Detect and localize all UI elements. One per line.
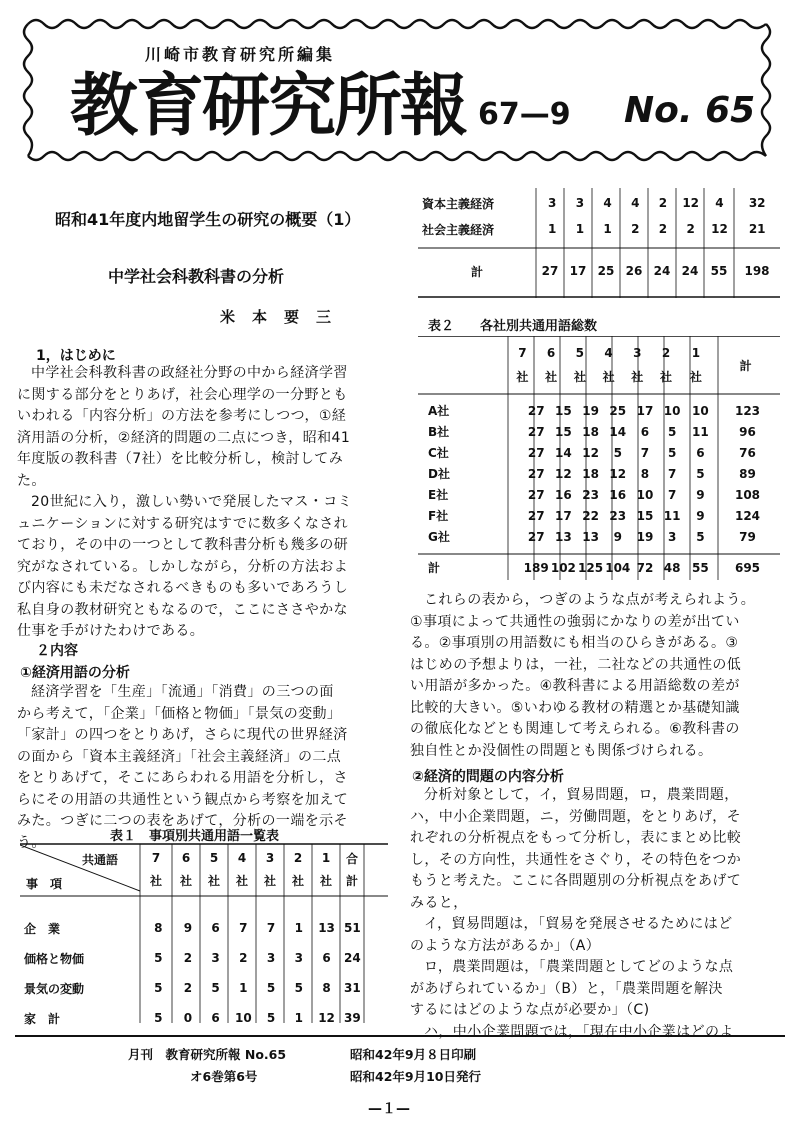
table2-col-top: 2 xyxy=(661,346,671,360)
cell: 5 xyxy=(696,529,705,544)
cell: 11 xyxy=(663,508,681,523)
table1-col-top: 合 xyxy=(345,851,358,866)
cell: 124 xyxy=(734,508,761,523)
cell: 5 xyxy=(667,424,677,439)
cell: 27 xyxy=(527,508,545,523)
cell: 55 xyxy=(710,264,728,278)
page-number: —１— xyxy=(368,1101,410,1117)
cell: 26 xyxy=(625,264,643,278)
problems-paragraph xyxy=(410,785,785,1043)
cell: 5 xyxy=(154,981,163,995)
cell: 10 xyxy=(692,403,709,418)
table-row xyxy=(418,190,780,216)
text-line: 20世紀に入り，激しい勢いで発展したマス・コミ xyxy=(31,494,353,510)
text-line: ①事項によって共通性の強弱にかなりの差が出てい xyxy=(410,613,740,630)
table2-col-top: 7 xyxy=(518,346,527,360)
text-line: のような方法があるか」（A） xyxy=(410,937,601,954)
author: 米本要三 xyxy=(220,308,349,326)
cell: 6 xyxy=(322,951,331,965)
table2-col-bottom: 社 xyxy=(660,369,673,384)
cell: 25 xyxy=(609,403,627,418)
cell: 3 xyxy=(575,196,585,210)
table1-total-row xyxy=(418,258,780,284)
table-row xyxy=(418,557,780,578)
results-paragraph xyxy=(410,590,785,762)
table2-col-bottom: 社 xyxy=(631,369,644,384)
cell: 15 xyxy=(636,508,654,523)
cell: 0 xyxy=(183,1011,193,1025)
cell: 89 xyxy=(739,466,756,481)
table2-col-bottom: 社 xyxy=(545,369,558,384)
cell: 125 xyxy=(578,560,604,575)
cell: 24 xyxy=(344,951,361,965)
cell: 7 xyxy=(667,466,677,481)
cell: 7 xyxy=(640,445,650,460)
table1-col-bottom: 社 xyxy=(319,873,332,888)
cell: 10 xyxy=(235,1011,252,1025)
text-line: い用語が多かった。④教科書による用語総数の差が xyxy=(410,678,740,694)
cell: 1 xyxy=(548,222,557,236)
cell: 2 xyxy=(183,951,193,965)
table2-col-bottom: 社 xyxy=(516,369,529,384)
text-line: らにその用語の共通性という観点から考察を加えて xyxy=(17,791,349,808)
cell: 27 xyxy=(527,445,545,460)
cell: 189 xyxy=(523,560,549,575)
text-line: をとりあげて，そこにあらわれる用語を分析し，さ xyxy=(17,770,348,786)
intro-heading: 1，はじめに xyxy=(36,348,116,364)
cell: 5 xyxy=(667,445,677,460)
text-line: ハ，中小企業問題，ニ，労働問題，をとりあげ，そ xyxy=(410,808,742,825)
cell: 9 xyxy=(613,529,622,544)
econ-problems-heading: ②経済的問題の内容分析 xyxy=(412,769,564,785)
table1-col-bottom: 計 xyxy=(345,873,358,888)
cell: 104 xyxy=(605,560,631,575)
article-subtitle: 中学社会科教科書の分析 xyxy=(108,267,285,286)
row-label: 景気の変動 xyxy=(24,981,85,996)
table1-body xyxy=(20,913,388,1033)
cell: 5 xyxy=(266,981,276,995)
row-label: 資本主義経済 xyxy=(422,196,495,211)
table1-col-top: 7 xyxy=(151,851,161,865)
text-line: 中学社会科教科書の政経社分野の中から経済学習 xyxy=(31,365,348,381)
table-row xyxy=(418,421,780,442)
cell: 3 xyxy=(211,951,220,965)
cell: 9 xyxy=(696,508,705,523)
cell: 12 xyxy=(555,466,572,481)
table1-col-bottom: 社 xyxy=(149,873,162,888)
table1-col-bottom: 社 xyxy=(179,873,192,888)
text-line: もうと考えた。ここに各問題別の分析視点をあげて xyxy=(410,873,742,889)
text-line: し，その方向性，共通性をさぐり，その特色をつか xyxy=(410,851,742,868)
cell: 5 xyxy=(211,981,220,995)
cell: 18 xyxy=(582,466,599,481)
cell: 3 xyxy=(667,529,677,544)
cell: 4 xyxy=(603,196,612,210)
table1-col-top: 4 xyxy=(237,851,247,865)
row-label: 企 業 xyxy=(24,921,61,936)
cell: 27 xyxy=(527,424,545,439)
intro-paragraph-2 xyxy=(17,492,395,643)
row-label: 計 xyxy=(428,561,441,575)
cell: 24 xyxy=(653,264,671,278)
text-line: 仕事を手がけたわけである。 xyxy=(17,623,205,639)
text-line: ハ，中小企業問題では，「現在中小企業はどのよ xyxy=(424,1023,734,1040)
text-line: う。 xyxy=(17,834,46,851)
cell: 15 xyxy=(555,424,572,439)
text-line: イ，貿易問題は，「貿易を発展させるためにはど xyxy=(424,916,733,932)
row-label: E社 xyxy=(428,488,449,502)
footer-print-date: 昭和42年9月８日印刷 xyxy=(350,1047,477,1062)
cell: 2 xyxy=(183,981,193,995)
cell: 12 xyxy=(609,466,627,481)
cell: 5 xyxy=(696,466,705,481)
table-row xyxy=(418,526,780,547)
table-row xyxy=(418,400,780,421)
table-row xyxy=(418,505,780,526)
cell: 7 xyxy=(266,921,276,935)
table2-body xyxy=(418,400,780,547)
text-line: た。 xyxy=(17,472,46,489)
text-line: 分析対象として，イ，貿易問題，ロ，農業問題， xyxy=(424,787,739,803)
text-line: 独自性とか没個性の問題とも関係づけられる。 xyxy=(410,742,713,759)
content-heading: ２内容 xyxy=(36,643,78,659)
cell: 7 xyxy=(239,921,248,935)
text-line: これらの表から，つぎのような点が考えられよう。 xyxy=(424,592,756,608)
cell: 12 xyxy=(582,445,599,460)
cell: 8 xyxy=(640,466,650,481)
cell: 13 xyxy=(318,921,335,935)
table1-corner-bottom: 事 項 xyxy=(26,877,63,891)
issue-code: 67—9 xyxy=(478,97,571,132)
footer-divider xyxy=(15,1035,785,1037)
table1-col-top: 1 xyxy=(321,851,331,865)
row-label: 価格と物価 xyxy=(24,951,85,966)
footer-volume: オ6巻第6号 xyxy=(190,1069,258,1084)
table2-col-top: 5 xyxy=(575,346,585,360)
text-line: みると， xyxy=(410,894,468,911)
table-row xyxy=(20,973,388,1003)
cell: 123 xyxy=(734,403,761,418)
row-label: 家 計 xyxy=(24,1011,61,1026)
cell: 198 xyxy=(744,264,770,278)
table-row xyxy=(20,1003,388,1033)
text-line: れぞれの分析視点をもって分析し，表にまとめ比較 xyxy=(410,830,742,846)
cell: 8 xyxy=(154,921,163,935)
cell: 22 xyxy=(582,508,599,523)
row-label: 社会主義経済 xyxy=(422,222,495,237)
table-row xyxy=(20,943,388,973)
cell: 1 xyxy=(294,921,303,935)
cell: 23 xyxy=(582,487,599,502)
issue-number: No. 65 xyxy=(624,90,756,131)
cell: 5 xyxy=(154,951,163,965)
cell: 4 xyxy=(631,196,640,210)
table2-total-header: 計 xyxy=(739,358,752,373)
cell: 5 xyxy=(154,1011,163,1025)
cell: 7 xyxy=(667,487,677,502)
row-label: C社 xyxy=(428,446,449,460)
row-label: B社 xyxy=(428,425,450,439)
cell: 27 xyxy=(527,403,545,418)
table2-col-top: 1 xyxy=(691,346,701,360)
cell: 3 xyxy=(294,951,303,965)
cell: 27 xyxy=(527,487,545,502)
table1-caption: 表１ 事項別共通用語一覧表 xyxy=(110,829,280,844)
table2-col-top: 3 xyxy=(633,346,642,360)
cell: 2 xyxy=(658,196,668,210)
cell: 31 xyxy=(344,981,361,995)
table1-header xyxy=(140,847,388,891)
table1-col-bottom: 社 xyxy=(263,873,276,888)
text-line: ロ，農業問題は，「農業問題としてどのような点 xyxy=(424,959,734,975)
cell: 32 xyxy=(748,196,766,210)
cell: 18 xyxy=(582,424,599,439)
table1-col-bottom: 社 xyxy=(235,873,248,888)
newsletter-title: 教育研究所報 xyxy=(70,66,467,146)
table1-continued xyxy=(418,188,780,298)
cell: 13 xyxy=(582,529,599,544)
cell: 14 xyxy=(609,424,627,439)
table2 xyxy=(418,336,780,580)
table2-total-row xyxy=(418,557,780,578)
cell: 5 xyxy=(294,981,303,995)
cell: 6 xyxy=(696,445,705,460)
text-line: 「家計」の四つをとりあげ，さらに現代の世界経済 xyxy=(17,727,348,743)
cell: 1 xyxy=(294,1011,303,1025)
cell: 17 xyxy=(555,508,572,523)
footer-publication: 月刊 教育研究所報 No.65 xyxy=(128,1047,287,1062)
cell: 5 xyxy=(613,445,622,460)
cell: 2 xyxy=(631,222,640,236)
cell: 15 xyxy=(555,403,572,418)
cell: 10 xyxy=(663,403,681,418)
cell: 96 xyxy=(739,424,756,439)
table1-col-top: 2 xyxy=(293,851,303,865)
text-line: に関する部分をとりあげ，社会心理学の一分野とも xyxy=(17,386,348,403)
cell: 79 xyxy=(739,529,756,544)
text-line: ており，その中の一つとして教科書分析も幾多の研 xyxy=(17,537,349,553)
table2-header xyxy=(508,342,780,388)
text-line: の徹底化などとも関連して考えられる。⑥教科書の xyxy=(410,721,740,737)
cell: 55 xyxy=(692,560,709,575)
text-line: いわれる「内容分析」の方法を参考にしつつ，①経 xyxy=(17,408,347,424)
econ-terms-heading: ①経済用語の分析 xyxy=(20,665,130,681)
text-line: するにはどのような点が必要か」（C) xyxy=(410,1002,650,1018)
row-label: A社 xyxy=(428,404,450,418)
cell: 14 xyxy=(555,445,572,460)
table2-col-top: 6 xyxy=(546,346,556,360)
cell: 2 xyxy=(686,222,695,236)
cell: 12 xyxy=(682,196,700,210)
row-label: D社 xyxy=(428,467,450,481)
text-line: 経済学習を「生産」「流通」「消費」の三つの面 xyxy=(31,684,334,700)
table-row xyxy=(418,442,780,463)
text-line: び内容にも未だなされるべきものも多いであろうし xyxy=(17,580,349,596)
text-line: はじめの予想よりは，一社，二社などの共通性の低 xyxy=(410,656,742,673)
text-line: る。②事項別の用語数にも相当のひらきがある。③ xyxy=(410,635,739,651)
cell: 6 xyxy=(211,921,220,935)
cell: 27 xyxy=(541,264,559,278)
cell: 4 xyxy=(715,196,724,210)
row-label: 計 xyxy=(470,264,483,279)
cell: 6 xyxy=(640,424,650,439)
article-title: 昭和41年度内地留学生の研究の概要（1） xyxy=(55,210,361,229)
cell: 1 xyxy=(575,222,585,236)
cell: 10 xyxy=(636,487,654,502)
table-row xyxy=(418,484,780,505)
table1-body-continued xyxy=(418,190,780,242)
cell: 16 xyxy=(609,487,627,502)
footer-issue-date: 昭和42年9月10日発行 xyxy=(350,1069,481,1084)
cell: 5 xyxy=(266,1011,276,1025)
cell: 48 xyxy=(663,560,681,575)
text-line: 私自身の教材研究ともなるので，ここにささやかな xyxy=(17,601,348,618)
text-line: 比較的大きい。⑤いわゆる教材の精選とか基礎知識 xyxy=(410,699,740,716)
table2-caption: 表２ 各社別共通用語総数 xyxy=(428,319,598,334)
cell: 3 xyxy=(266,951,276,965)
table1-col-top: 3 xyxy=(265,851,275,865)
cell: 72 xyxy=(636,560,654,575)
text-line: から考えて，「企業」「価格と物価」「景気の変動」 xyxy=(17,705,342,722)
cell: 23 xyxy=(609,508,627,523)
row-label: G社 xyxy=(428,530,450,544)
cell: 8 xyxy=(322,981,331,995)
cell: 76 xyxy=(739,445,756,460)
text-line: があげられているか」（B）と，「農業問題を解決 xyxy=(410,980,723,997)
cell: 2 xyxy=(239,951,248,965)
cell: 27 xyxy=(527,529,545,544)
cell: 102 xyxy=(550,560,576,575)
cell: 39 xyxy=(344,1011,361,1025)
table2-col-top: 4 xyxy=(604,346,613,360)
text-line: ュニケーションに対する研究はすでに数多くなされ xyxy=(17,515,349,532)
cell: 11 xyxy=(692,424,709,439)
row-label: F社 xyxy=(428,509,449,523)
text-line: みた。つぎに二つの表をあげて，分析の一端を示そ xyxy=(17,813,348,829)
cell: 19 xyxy=(582,403,599,418)
cell: 19 xyxy=(636,529,654,544)
cell: 12 xyxy=(318,1011,335,1025)
cell: 27 xyxy=(527,466,545,481)
cell: 17 xyxy=(569,264,587,278)
table-row xyxy=(418,463,780,484)
cell: 108 xyxy=(734,487,761,502)
table2-col-bottom: 社 xyxy=(689,369,702,384)
cell: 1 xyxy=(239,981,248,995)
cell: 1 xyxy=(603,222,612,236)
text-line: 年度版の教科書（7社）を比較分析し，検討してみ xyxy=(17,451,344,467)
table1-col-bottom: 社 xyxy=(207,873,220,888)
intro-paragraph-1 xyxy=(17,363,395,492)
cell: 13 xyxy=(555,529,572,544)
text-line: 究がなされている。しかしながら，分析の方法およ xyxy=(17,558,349,575)
table1-col-bottom: 社 xyxy=(291,873,304,888)
cell: 2 xyxy=(658,222,668,236)
table2-col-bottom: 社 xyxy=(573,369,586,384)
cell: 21 xyxy=(748,222,766,236)
table1-col-top: 6 xyxy=(181,851,191,865)
cell: 17 xyxy=(636,403,654,418)
cell: 9 xyxy=(696,487,705,502)
table-row xyxy=(418,258,780,284)
table-row xyxy=(418,216,780,242)
cell: 24 xyxy=(681,264,699,278)
table1-corner-top: 共通語 xyxy=(82,853,119,867)
cell: 16 xyxy=(555,487,572,502)
table2-col-bottom: 社 xyxy=(602,369,615,384)
cell: 3 xyxy=(548,196,557,210)
text-line: の面から「資本主義経済」「社会主義経済」の二点 xyxy=(17,748,342,765)
cell: 51 xyxy=(344,921,361,935)
cell: 9 xyxy=(183,921,193,935)
text-line: 済用語の分析，②経済的問題の二点につき，昭和41 xyxy=(17,429,351,446)
cell: 695 xyxy=(734,560,761,575)
publisher: 川崎市教育研究所編集 xyxy=(145,45,336,64)
cell: 6 xyxy=(211,1011,220,1025)
table1-col-top: 5 xyxy=(209,851,219,865)
cell: 25 xyxy=(597,264,615,278)
cell: 12 xyxy=(711,222,728,236)
table-row xyxy=(20,913,388,943)
